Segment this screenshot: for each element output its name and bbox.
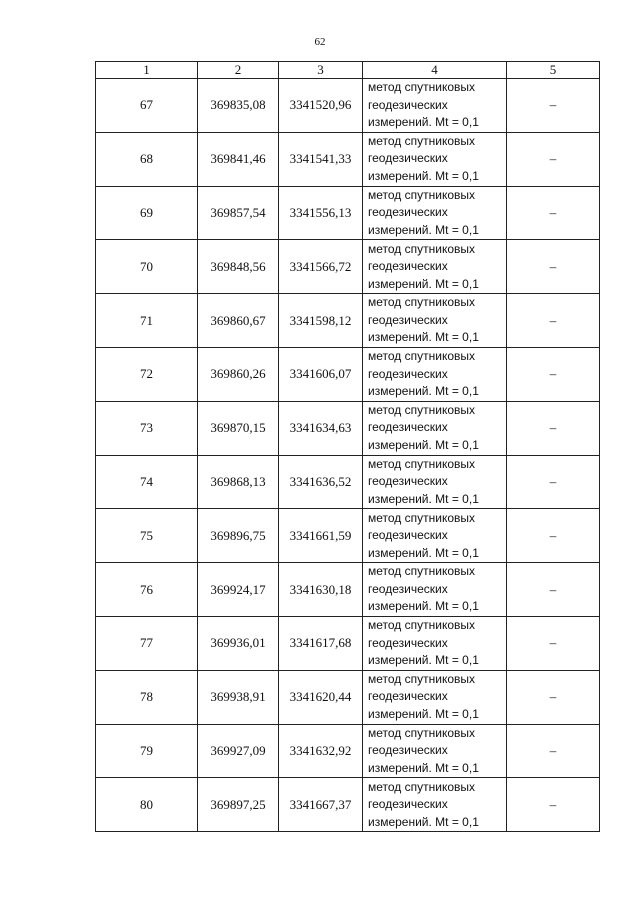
x-coordinate: 369896,75 (210, 527, 266, 543)
point-number-cell (96, 670, 198, 724)
note-cell (507, 240, 600, 294)
note-cell (507, 79, 600, 133)
note-dash: – (549, 366, 557, 382)
method-line-3: измерений. Mt = 0,1 (368, 491, 479, 506)
method-cell (363, 616, 507, 670)
method-line-2: геодезических (368, 151, 448, 166)
point-number: 78 (140, 689, 153, 705)
method-line-2: геодезических (368, 689, 448, 704)
y-coordinate-cell (279, 294, 363, 348)
method-line-2: геодезических (368, 635, 448, 650)
x-coordinate-cell (198, 401, 279, 455)
method-line-1: метод спутниковых (368, 133, 476, 148)
note-cell (507, 616, 600, 670)
point-number-cell (96, 616, 198, 670)
y-coordinate-cell (279, 401, 363, 455)
x-coordinate: 369841,46 (210, 151, 266, 167)
note-dash: – (549, 635, 557, 651)
point-number: 80 (140, 796, 153, 812)
x-coordinate: 369927,09 (210, 742, 266, 758)
y-coordinate: 3341566,72 (289, 258, 352, 274)
point-number: 72 (140, 366, 153, 382)
table-body (96, 79, 600, 832)
table-row (96, 724, 600, 778)
x-coordinate-cell (198, 186, 279, 240)
y-coordinate-cell (279, 616, 363, 670)
page-number: 62 (314, 36, 326, 48)
method-line-1: метод спутниковых (368, 618, 476, 633)
point-number-cell (96, 778, 198, 832)
method-cell (363, 132, 507, 186)
x-coordinate-cell (198, 509, 279, 563)
method-cell (363, 294, 507, 348)
x-coordinate: 369857,54 (210, 204, 266, 220)
method-line-3: измерений. Mt = 0,1 (368, 222, 479, 237)
note-dash: – (549, 527, 557, 543)
point-number-cell (96, 132, 198, 186)
point-number-cell (96, 509, 198, 563)
method-cell (363, 79, 507, 133)
table-row (96, 670, 600, 724)
note-cell (507, 401, 600, 455)
note-dash: – (549, 204, 557, 220)
method-cell (363, 563, 507, 617)
method-line-3: измерений. Mt = 0,1 (368, 276, 479, 291)
y-coordinate: 3341632,92 (289, 742, 352, 758)
table-row (96, 294, 600, 348)
y-coordinate: 3341520,96 (289, 97, 352, 113)
note-dash: – (549, 151, 557, 167)
point-number: 68 (140, 151, 153, 167)
method-cell (363, 778, 507, 832)
method-line-1: метод спутниковых (368, 349, 476, 364)
table-header-row (96, 62, 600, 79)
y-coordinate: 3341617,68 (289, 635, 352, 651)
method-line-2: геодезических (368, 312, 448, 327)
x-coordinate-cell (198, 455, 279, 509)
y-coordinate: 3341620,44 (289, 689, 352, 705)
y-coordinate: 3341661,59 (289, 527, 352, 543)
note-dash: – (549, 581, 557, 597)
y-coordinate-cell (279, 186, 363, 240)
coordinates-table (95, 61, 600, 832)
table-row (96, 186, 600, 240)
x-coordinate: 369848,56 (210, 258, 266, 274)
column-header-1: 1 (96, 62, 198, 79)
method-line-3: измерений. Mt = 0,1 (368, 814, 479, 829)
note-dash: – (549, 473, 557, 489)
note-dash: – (549, 312, 557, 328)
point-number: 71 (140, 312, 153, 328)
note-cell (507, 294, 600, 348)
method-line-1: метод спутниковых (368, 295, 476, 310)
table-row (96, 509, 600, 563)
point-number-cell (96, 294, 198, 348)
method-line-2: геодезических (368, 581, 448, 596)
note-cell (507, 778, 600, 832)
x-coordinate: 369936,01 (210, 635, 266, 651)
note-dash: – (549, 742, 557, 758)
column-header-4: 4 (363, 62, 507, 79)
method-line-2: геодезических (368, 259, 448, 274)
note-dash: – (549, 258, 557, 274)
x-coordinate-cell (198, 616, 279, 670)
point-number: 73 (140, 420, 153, 436)
table-row (96, 563, 600, 617)
method-line-2: геодезических (368, 366, 448, 381)
x-coordinate-cell (198, 240, 279, 294)
point-number: 70 (140, 258, 153, 274)
note-cell (507, 186, 600, 240)
method-line-3: измерений. Mt = 0,1 (368, 168, 479, 183)
note-cell (507, 670, 600, 724)
y-coordinate-cell (279, 778, 363, 832)
x-coordinate-cell (198, 778, 279, 832)
method-cell (363, 670, 507, 724)
point-number: 79 (140, 742, 153, 758)
point-number-cell (96, 240, 198, 294)
point-number-cell (96, 347, 198, 401)
method-line-3: измерений. Mt = 0,1 (368, 330, 479, 345)
point-number: 76 (140, 581, 153, 597)
column-header-3: 3 (279, 62, 363, 79)
y-coordinate-cell (279, 724, 363, 778)
method-line-3: измерений. Mt = 0,1 (368, 115, 479, 130)
method-line-1: метод спутниковых (368, 779, 476, 794)
method-cell (363, 724, 507, 778)
point-number: 69 (140, 204, 153, 220)
column-header-2: 2 (198, 62, 279, 79)
x-coordinate-cell (198, 79, 279, 133)
method-line-1: метод спутниковых (368, 187, 476, 202)
point-number: 74 (140, 473, 153, 489)
method-line-3: измерений. Mt = 0,1 (368, 384, 479, 399)
y-coordinate-cell (279, 79, 363, 133)
point-number-cell (96, 563, 198, 617)
x-coordinate-cell (198, 563, 279, 617)
point-number: 67 (140, 97, 153, 113)
y-coordinate-cell (279, 563, 363, 617)
method-cell (363, 455, 507, 509)
x-coordinate-cell (198, 294, 279, 348)
y-coordinate: 3341667,37 (289, 796, 352, 812)
note-cell (507, 563, 600, 617)
x-coordinate-cell (198, 132, 279, 186)
point-number-cell (96, 79, 198, 133)
method-cell (363, 509, 507, 563)
y-coordinate: 3341598,12 (289, 312, 352, 328)
x-coordinate: 369860,67 (210, 312, 266, 328)
method-line-2: геодезических (368, 797, 448, 811)
point-number-cell (96, 401, 198, 455)
y-coordinate: 3341556,13 (289, 204, 352, 220)
x-coordinate: 369924,17 (210, 581, 266, 597)
note-cell (507, 132, 600, 186)
method-line-2: геодезических (368, 205, 448, 220)
y-coordinate-cell (279, 347, 363, 401)
method-cell (363, 240, 507, 294)
x-coordinate: 369897,25 (210, 796, 266, 812)
method-line-3: измерений. Mt = 0,1 (368, 437, 479, 452)
method-line-2: геодезических (368, 97, 448, 112)
note-cell (507, 509, 600, 563)
y-coordinate-cell (279, 455, 363, 509)
method-line-3: измерений. Mt = 0,1 (368, 760, 479, 775)
method-line-2: геодезических (368, 743, 448, 758)
y-coordinate-cell (279, 670, 363, 724)
y-coordinate-cell (279, 132, 363, 186)
method-cell (363, 347, 507, 401)
y-coordinate: 3341630,18 (289, 581, 352, 597)
method-line-3: измерений. Mt = 0,1 (368, 545, 479, 560)
table-row (96, 401, 600, 455)
point-number-cell (96, 724, 198, 778)
x-coordinate: 369860,26 (210, 366, 266, 382)
method-line-1: метод спутниковых (368, 671, 476, 686)
point-number: 75 (140, 527, 153, 543)
note-cell (507, 455, 600, 509)
table-row (96, 132, 600, 186)
table-row (96, 616, 600, 670)
column-header-5: 5 (507, 62, 600, 79)
x-coordinate-cell (198, 670, 279, 724)
y-coordinate: 3341634,63 (289, 420, 352, 436)
y-coordinate-cell (279, 509, 363, 563)
method-line-1: метод спутниковых (368, 564, 476, 579)
x-coordinate-cell (198, 724, 279, 778)
method-line-1: метод спутниковых (368, 402, 476, 417)
note-dash: – (549, 420, 557, 436)
table-row (96, 455, 600, 509)
table-row (96, 347, 600, 401)
method-line-1: метод спутниковых (368, 510, 476, 525)
x-coordinate-cell (198, 347, 279, 401)
point-number: 77 (140, 635, 153, 651)
y-coordinate: 3341606,07 (289, 366, 352, 382)
point-number-cell (96, 186, 198, 240)
method-line-1: метод спутниковых (368, 725, 476, 740)
method-line-1: метод спутниковых (368, 456, 476, 471)
method-line-3: измерений. Mt = 0,1 (368, 653, 479, 668)
method-line-2: геодезических (368, 420, 448, 435)
note-dash: – (549, 689, 557, 705)
method-line-1: метод спутниковых (368, 241, 476, 256)
note-dash: – (549, 97, 557, 113)
method-line-3: измерений. Mt = 0,1 (368, 599, 479, 614)
x-coordinate: 369870,15 (210, 420, 266, 436)
table-row (96, 79, 600, 133)
method-line-2: геодезических (368, 474, 448, 489)
method-cell (363, 186, 507, 240)
note-cell (507, 724, 600, 778)
x-coordinate: 369835,08 (210, 97, 266, 113)
x-coordinate: 369868,13 (210, 473, 266, 489)
x-coordinate: 369938,91 (210, 689, 266, 705)
table-row (96, 240, 600, 294)
method-line-2: геодезических (368, 528, 448, 543)
y-coordinate: 3341541,33 (289, 151, 352, 167)
method-line-3: измерений. Mt = 0,1 (368, 706, 479, 721)
method-line-1: метод спутниковых (368, 80, 476, 95)
note-dash: – (549, 796, 557, 812)
y-coordinate: 3341636,52 (289, 473, 352, 489)
table-row (96, 778, 600, 832)
method-cell (363, 401, 507, 455)
note-cell (507, 347, 600, 401)
point-number-cell (96, 455, 198, 509)
y-coordinate-cell (279, 240, 363, 294)
